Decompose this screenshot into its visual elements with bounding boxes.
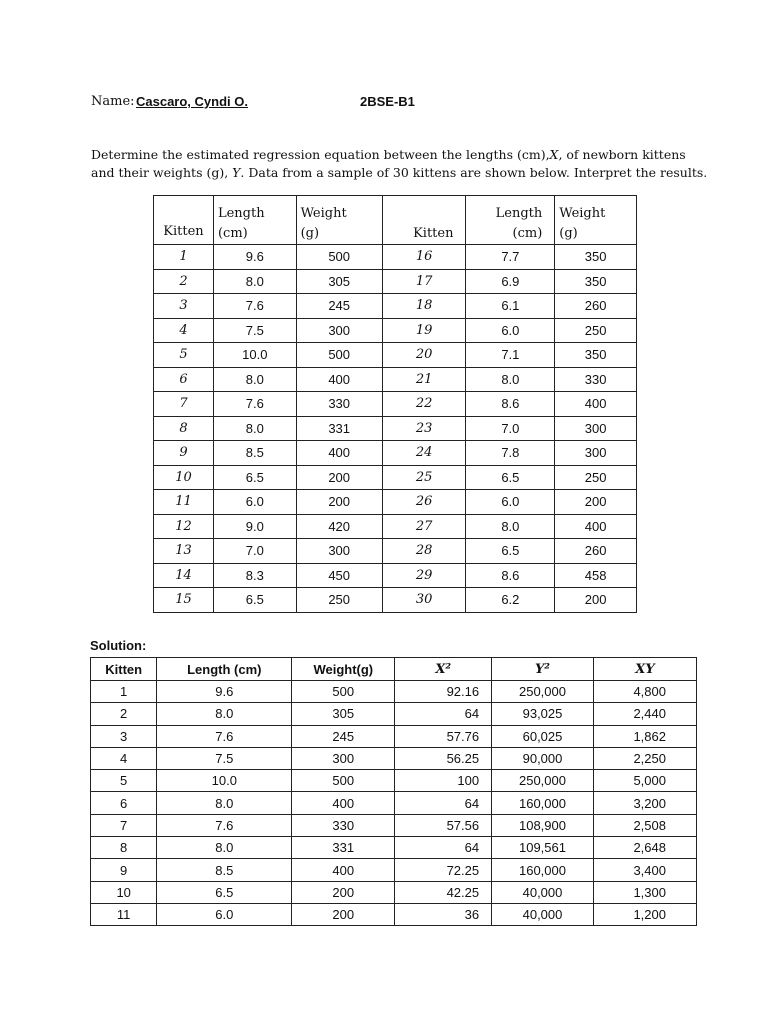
length-value: 8.5	[213, 441, 296, 466]
solution-cell: 57.56	[395, 814, 492, 836]
length-value: 7.8	[466, 441, 555, 466]
weight-value: 245	[296, 294, 382, 319]
solution-cell: 1,300	[593, 881, 696, 903]
solution-cell: 8.0	[157, 792, 292, 814]
weight-value: 200	[296, 465, 382, 490]
length-value: 7.6	[213, 294, 296, 319]
kitten-number: 11	[154, 490, 214, 515]
length-value: 9.6	[213, 245, 296, 270]
table-row	[154, 367, 637, 392]
solution-cell: 57.76	[395, 725, 492, 747]
weight-value: 458	[555, 563, 637, 588]
weight-value: 500	[296, 245, 382, 270]
header-length-2: Length (cm)	[466, 196, 555, 245]
solution-cell: 331	[292, 837, 395, 859]
kitten-number: 29	[382, 563, 466, 588]
kitten-number: 1	[154, 245, 214, 270]
kitten-number: 17	[382, 269, 466, 294]
solution-cell: 4,800	[593, 681, 696, 703]
length-value: 6.1	[466, 294, 555, 319]
table-row	[91, 881, 697, 903]
kitten-number: 6	[154, 367, 214, 392]
solution-cell: 300	[292, 747, 395, 769]
table-row	[154, 343, 637, 368]
length-value: 6.5	[466, 465, 555, 490]
table-row	[91, 859, 697, 881]
kitten-number: 8	[154, 416, 214, 441]
table-row	[91, 837, 697, 859]
table-row	[154, 294, 637, 319]
table-row	[154, 563, 637, 588]
solution-cell: 3	[91, 725, 157, 747]
solution-cell: 40,000	[492, 881, 594, 903]
solution-cell: 100	[395, 770, 492, 792]
solution-cell: 10.0	[157, 770, 292, 792]
solution-cell: 90,000	[492, 747, 594, 769]
kitten-number: 16	[382, 245, 466, 270]
solution-cell: 60,025	[492, 725, 594, 747]
solution-cell: 72.25	[395, 859, 492, 881]
kitten-number: 18	[382, 294, 466, 319]
kitten-number: 15	[154, 588, 214, 613]
kitten-number: 2	[154, 269, 214, 294]
weight-value: 200	[555, 588, 637, 613]
table-row	[154, 588, 637, 613]
solution-cell: 4	[91, 747, 157, 769]
kitten-number: 25	[382, 465, 466, 490]
solution-cell: 1,862	[593, 725, 696, 747]
kitten-number: 7	[154, 392, 214, 417]
solution-cell: 40,000	[492, 903, 594, 925]
length-value: 6.0	[213, 490, 296, 515]
student-name: Cascaro, Cyndi O.	[136, 94, 248, 109]
kitten-number: 21	[382, 367, 466, 392]
table-row	[154, 441, 637, 466]
length-value: 8.0	[213, 416, 296, 441]
solution-cell: 160,000	[492, 792, 594, 814]
length-value: 7.1	[466, 343, 555, 368]
name-label: Name:	[91, 94, 135, 109]
solution-cell: 1	[91, 681, 157, 703]
table-row	[154, 416, 637, 441]
weight-value: 300	[555, 416, 637, 441]
length-value: 8.0	[213, 367, 296, 392]
weight-value: 250	[296, 588, 382, 613]
length-value: 6.9	[466, 269, 555, 294]
table-row	[91, 770, 697, 792]
weight-value: 250	[555, 318, 637, 343]
table-row	[91, 903, 697, 925]
kitten-data-table	[153, 195, 637, 613]
length-value: 10.0	[213, 343, 296, 368]
solution-cell: 8.0	[157, 703, 292, 725]
solution-cell: 108,900	[492, 814, 594, 836]
solution-cell: 2	[91, 703, 157, 725]
solution-cell: 305	[292, 703, 395, 725]
solution-cell: 2,250	[593, 747, 696, 769]
solution-header-row	[91, 658, 697, 681]
solution-cell: 36	[395, 903, 492, 925]
kitten-number: 14	[154, 563, 214, 588]
solution-header-cell: XY	[593, 658, 696, 681]
table-row	[154, 514, 637, 539]
kitten-number: 27	[382, 514, 466, 539]
solution-cell: 2,508	[593, 814, 696, 836]
weight-value: 260	[555, 539, 637, 564]
length-value: 8.0	[466, 514, 555, 539]
weight-value: 400	[555, 514, 637, 539]
solution-cell: 500	[292, 770, 395, 792]
table-row	[154, 245, 637, 270]
solution-cell: 7.6	[157, 814, 292, 836]
solution-cell: 10	[91, 881, 157, 903]
header-kitten-2: Kitten	[382, 196, 466, 245]
kitten-number: 12	[154, 514, 214, 539]
length-value: 8.0	[213, 269, 296, 294]
solution-cell: 92.16	[395, 681, 492, 703]
solution-cell: 250,000	[492, 770, 594, 792]
weight-value: 300	[296, 318, 382, 343]
weight-value: 420	[296, 514, 382, 539]
length-value: 6.5	[213, 465, 296, 490]
weight-value: 350	[555, 245, 637, 270]
weight-value: 300	[296, 539, 382, 564]
weight-value: 350	[555, 343, 637, 368]
weight-value: 300	[555, 441, 637, 466]
table-row	[154, 318, 637, 343]
table-row	[91, 681, 697, 703]
solution-cell: 200	[292, 881, 395, 903]
solution-cell: 2,648	[593, 837, 696, 859]
kitten-number: 20	[382, 343, 466, 368]
length-value: 7.6	[213, 392, 296, 417]
solution-cell: 42.25	[395, 881, 492, 903]
weight-value: 350	[555, 269, 637, 294]
header-weight: Weight (g)	[296, 196, 382, 245]
solution-cell: 7	[91, 814, 157, 836]
solution-cell: 160,000	[492, 859, 594, 881]
kitten-number: 5	[154, 343, 214, 368]
header-length: Length (cm)	[213, 196, 296, 245]
table-row	[91, 747, 697, 769]
weight-value: 250	[555, 465, 637, 490]
kitten-number: 24	[382, 441, 466, 466]
length-value: 7.0	[213, 539, 296, 564]
table-row	[91, 792, 697, 814]
length-value: 6.0	[466, 318, 555, 343]
solution-cell: 8.0	[157, 837, 292, 859]
solution-cell: 6	[91, 792, 157, 814]
solution-cell: 200	[292, 903, 395, 925]
kitten-number: 13	[154, 539, 214, 564]
solution-cell: 3,400	[593, 859, 696, 881]
solution-cell: 93,025	[492, 703, 594, 725]
kitten-number: 26	[382, 490, 466, 515]
length-value: 8.6	[466, 563, 555, 588]
header-kitten: Kitten	[154, 196, 214, 245]
section-code: 2BSE-B1	[360, 94, 415, 109]
table-row	[154, 392, 637, 417]
kitten-number: 23	[382, 416, 466, 441]
solution-cell: 400	[292, 792, 395, 814]
weight-value: 400	[296, 367, 382, 392]
weight-value: 400	[296, 441, 382, 466]
weight-value: 450	[296, 563, 382, 588]
solution-cell: 11	[91, 903, 157, 925]
solution-cell: 109,561	[492, 837, 594, 859]
solution-cell: 1,200	[593, 903, 696, 925]
kitten-number: 10	[154, 465, 214, 490]
length-value: 7.0	[466, 416, 555, 441]
solution-cell: 9	[91, 859, 157, 881]
kitten-number: 22	[382, 392, 466, 417]
kitten-number: 3	[154, 294, 214, 319]
solution-cell: 6.5	[157, 881, 292, 903]
table-row	[154, 539, 637, 564]
solution-cell: 8	[91, 837, 157, 859]
length-value: 7.5	[213, 318, 296, 343]
table-row	[154, 490, 637, 515]
length-value: 9.0	[213, 514, 296, 539]
solution-cell: 64	[395, 837, 492, 859]
kitten-number: 19	[382, 318, 466, 343]
solution-cell: 5	[91, 770, 157, 792]
length-value: 6.2	[466, 588, 555, 613]
weight-value: 500	[296, 343, 382, 368]
solution-header-cell: Kitten	[91, 658, 157, 681]
length-value: 7.7	[466, 245, 555, 270]
weight-value: 200	[555, 490, 637, 515]
solution-cell: 5,000	[593, 770, 696, 792]
solution-cell: 7.5	[157, 747, 292, 769]
solution-cell: 8.5	[157, 859, 292, 881]
weight-value: 260	[555, 294, 637, 319]
solution-cell: 330	[292, 814, 395, 836]
kitten-number: 30	[382, 588, 466, 613]
solution-cell: 64	[395, 703, 492, 725]
weight-value: 331	[296, 416, 382, 441]
solution-cell: 7.6	[157, 725, 292, 747]
length-value: 8.6	[466, 392, 555, 417]
solution-header-cell: X²	[395, 658, 492, 681]
weight-value: 305	[296, 269, 382, 294]
weight-value: 400	[555, 392, 637, 417]
table-row	[91, 703, 697, 725]
solution-cell: 2,440	[593, 703, 696, 725]
solution-cell: 9.6	[157, 681, 292, 703]
table-row	[91, 814, 697, 836]
solution-cell: 64	[395, 792, 492, 814]
problem-statement: Determine the estimated regression equation between the lengths (cm),X, of newborn kittens and their weights (g), Y. Data from a sample of 30 kittens are shown below. Interpret the results.	[91, 147, 708, 180]
table-row	[154, 465, 637, 490]
length-value: 6.5	[213, 588, 296, 613]
solution-cell: 250,000	[492, 681, 594, 703]
header-weight-2: Weight (g)	[555, 196, 637, 245]
table-header-row	[154, 196, 637, 245]
solution-cell: 6.0	[157, 903, 292, 925]
solution-cell: 56.25	[395, 747, 492, 769]
length-value: 6.5	[466, 539, 555, 564]
solution-label: Solution:	[90, 638, 147, 653]
table-row	[154, 269, 637, 294]
solution-header-cell: Y²	[492, 658, 594, 681]
kitten-number: 28	[382, 539, 466, 564]
kitten-number: 9	[154, 441, 214, 466]
weight-value: 330	[555, 367, 637, 392]
solution-cell: 500	[292, 681, 395, 703]
table-row	[91, 725, 697, 747]
solution-table	[90, 657, 697, 926]
weight-value: 200	[296, 490, 382, 515]
solution-cell: 3,200	[593, 792, 696, 814]
weight-value: 330	[296, 392, 382, 417]
solution-cell: 245	[292, 725, 395, 747]
solution-header-cell: Length (cm)	[157, 658, 292, 681]
length-value: 8.0	[466, 367, 555, 392]
length-value: 6.0	[466, 490, 555, 515]
solution-cell: 400	[292, 859, 395, 881]
length-value: 8.3	[213, 563, 296, 588]
kitten-number: 4	[154, 318, 214, 343]
solution-header-cell: Weight(g)	[292, 658, 395, 681]
